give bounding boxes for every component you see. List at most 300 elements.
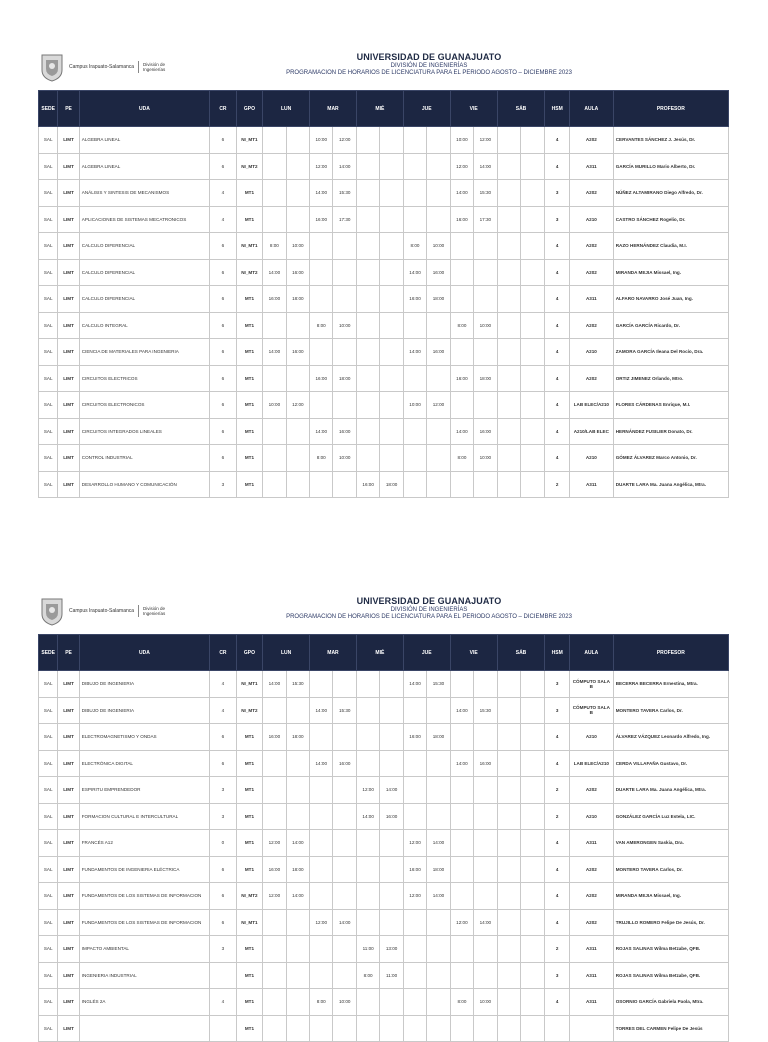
time-cell: 12:00 (310, 153, 333, 180)
column-header: CR (210, 635, 236, 671)
credits-cell: 4 (210, 180, 236, 207)
time-cell (263, 312, 286, 339)
time-cell (356, 339, 379, 366)
time-cell: 15:30 (474, 180, 497, 207)
time-cell: 18:00 (286, 856, 309, 883)
pe-cell: LIMT (58, 936, 79, 963)
sede-cell: SAL (39, 750, 58, 777)
pe-cell: LIMT (58, 830, 79, 857)
time-cell (333, 471, 356, 498)
classroom-cell: LAB ELEC/A210 (569, 750, 613, 777)
time-cell (380, 989, 403, 1016)
time-cell: 14:00 (263, 671, 286, 698)
time-cell (497, 233, 520, 260)
time-cell (380, 883, 403, 910)
time-cell: 16:00 (263, 286, 286, 313)
time-cell: 12:00 (450, 909, 473, 936)
time-cell (403, 777, 426, 804)
time-cell (380, 392, 403, 419)
time-cell: 12:00 (403, 830, 426, 857)
hsm-cell: 2 (545, 471, 569, 498)
time-cell: 14:00 (310, 750, 333, 777)
time-cell (497, 724, 520, 751)
group-cell: MT1 (236, 1015, 262, 1042)
time-cell: 18:00 (427, 724, 450, 751)
uda-cell: CIRCUITOS ELECTRICOS (79, 365, 209, 392)
professor-cell: MIRANDA MEJIA Missael, Ing. (613, 259, 728, 286)
time-cell (263, 697, 286, 724)
hsm-cell: 3 (545, 206, 569, 233)
sede-cell: SAL (39, 180, 58, 207)
table-row (39, 909, 729, 936)
time-cell (356, 206, 379, 233)
time-cell (521, 153, 545, 180)
hsm-cell: 4 (545, 830, 569, 857)
time-cell (403, 471, 426, 498)
classroom-cell: A210 (569, 206, 613, 233)
sede-cell: SAL (39, 830, 58, 857)
uda-cell: ESPIRITU EMPRENDEDOR (79, 777, 209, 804)
column-header: LUN (263, 91, 310, 127)
time-cell (474, 233, 497, 260)
table-row (39, 989, 729, 1016)
time-cell (403, 445, 426, 472)
time-cell (263, 803, 286, 830)
column-header: UDA (79, 635, 209, 671)
time-cell (263, 471, 286, 498)
time-cell (356, 750, 379, 777)
time-cell: 15:30 (286, 671, 309, 698)
time-cell (333, 883, 356, 910)
sede-cell: SAL (39, 989, 58, 1016)
time-cell (497, 777, 520, 804)
sede-cell: SAL (39, 1015, 58, 1042)
credits-cell: 6 (210, 856, 236, 883)
time-cell: 18:00 (427, 286, 450, 313)
time-cell (263, 180, 286, 207)
time-cell (497, 259, 520, 286)
sede-cell: SAL (39, 286, 58, 313)
time-cell: 12:00 (356, 777, 379, 804)
time-cell (474, 830, 497, 857)
classroom-cell: A202 (569, 365, 613, 392)
professor-cell: VAN AMERONGEN Saskia, Dra. (613, 830, 728, 857)
table-row (39, 777, 729, 804)
time-cell: 16:00 (427, 259, 450, 286)
column-header: VIE (450, 635, 497, 671)
time-cell (286, 206, 309, 233)
credits-cell: 4 (210, 989, 236, 1016)
time-cell (380, 909, 403, 936)
time-cell: 12:00 (263, 883, 286, 910)
sede-cell: SAL (39, 259, 58, 286)
group-cell: NI_MT1 (236, 127, 262, 154)
time-cell (286, 127, 309, 154)
time-cell (497, 286, 520, 313)
classroom-cell: A202 (569, 909, 613, 936)
time-cell: 14:00 (474, 909, 497, 936)
classroom-cell: A202 (569, 127, 613, 154)
uda-cell: IMPACTO AMBIENTAL (79, 936, 209, 963)
sede-cell: SAL (39, 909, 58, 936)
time-cell (521, 909, 545, 936)
time-cell (356, 909, 379, 936)
time-cell (521, 962, 545, 989)
hsm-cell: 4 (545, 909, 569, 936)
time-cell (403, 750, 426, 777)
time-cell (403, 312, 426, 339)
pe-cell: LIMT (58, 418, 79, 445)
time-cell (450, 856, 473, 883)
time-cell (380, 671, 403, 698)
time-cell: 10:00 (427, 233, 450, 260)
table-row (39, 153, 729, 180)
division-subtitle: DIVISIÓN DE INGENIERÍAS (390, 607, 468, 613)
time-cell (310, 856, 333, 883)
university-title: UNIVERSIDAD DE GUANAJUATO (356, 596, 502, 606)
time-cell (521, 671, 545, 698)
professor-cell: CERVANTES SÁNCHEZ J. Jesús, Dr. (613, 127, 728, 154)
time-cell (474, 1015, 497, 1042)
time-cell (263, 206, 286, 233)
time-cell: 15:30 (333, 180, 356, 207)
classroom-cell: A202 (569, 856, 613, 883)
time-cell (450, 803, 473, 830)
university-seal-icon (40, 52, 64, 82)
time-cell (286, 153, 309, 180)
table-row (39, 1015, 729, 1042)
time-cell (497, 418, 520, 445)
schedule-page-1 (0, 0, 768, 487)
time-cell (286, 989, 309, 1016)
pe-cell: LIMT (58, 803, 79, 830)
time-cell: 16:00 (263, 724, 286, 751)
hsm-cell: 3 (545, 697, 569, 724)
sede-cell: SAL (39, 418, 58, 445)
classroom-cell: CÓMPUTO SALA B (569, 671, 613, 698)
time-cell (474, 259, 497, 286)
time-cell (403, 206, 426, 233)
time-cell: 14:00 (333, 153, 356, 180)
time-cell (286, 750, 309, 777)
table-row (39, 883, 729, 910)
time-cell (403, 153, 426, 180)
hsm-cell: 4 (545, 883, 569, 910)
time-cell: 8:00 (450, 989, 473, 1016)
time-cell (286, 936, 309, 963)
time-cell (497, 312, 520, 339)
division-logo-text: División de Ingenierías (143, 606, 166, 616)
column-header: GPO (236, 635, 262, 671)
table-row (39, 724, 729, 751)
time-cell (497, 883, 520, 910)
professor-cell: GARCÍA GARCÍA Ricardo, Dr. (613, 312, 728, 339)
time-cell (450, 830, 473, 857)
professor-cell: TORRES DEL CARMEN Felipe De Jesús (613, 1015, 728, 1042)
pe-cell: LIMT (58, 392, 79, 419)
time-cell (427, 803, 450, 830)
time-cell (450, 339, 473, 366)
time-cell (356, 180, 379, 207)
time-cell (497, 339, 520, 366)
time-cell (474, 471, 497, 498)
classroom-cell: A210 (569, 339, 613, 366)
time-cell: 14:00 (310, 697, 333, 724)
classroom-cell: A202 (569, 883, 613, 910)
time-cell (310, 830, 333, 857)
uda-cell: DIBUJO DE INGENIERIA (79, 697, 209, 724)
time-cell: 16:00 (310, 206, 333, 233)
sede-cell: SAL (39, 777, 58, 804)
classroom-cell: A202 (569, 777, 613, 804)
table-row (39, 830, 729, 857)
table-row (39, 233, 729, 260)
time-cell: 10:00 (450, 127, 473, 154)
time-cell (263, 962, 286, 989)
hsm-cell: 4 (545, 233, 569, 260)
credits-cell: 6 (210, 153, 236, 180)
time-cell: 14:00 (310, 180, 333, 207)
uda-cell: CALCULO DIFERENCIAL (79, 286, 209, 313)
professor-cell: TRUJILLO ROMERO Felipe De Jesús, Dr. (613, 909, 728, 936)
time-cell (427, 750, 450, 777)
table-row (39, 392, 729, 419)
credits-cell: 3 (210, 803, 236, 830)
time-cell (333, 671, 356, 698)
pe-cell: LIMT (58, 750, 79, 777)
table-row (39, 206, 729, 233)
time-cell: 8:00 (356, 962, 379, 989)
credits-cell: 4 (210, 697, 236, 724)
time-cell (521, 471, 545, 498)
credits-cell: 3 (210, 936, 236, 963)
time-cell (474, 936, 497, 963)
time-cell: 10:00 (263, 392, 286, 419)
column-header: PE (58, 91, 79, 127)
time-cell (380, 153, 403, 180)
time-cell (474, 962, 497, 989)
time-cell (521, 883, 545, 910)
credits-cell: 4 (210, 671, 236, 698)
time-cell (356, 418, 379, 445)
time-cell: 16:00 (450, 365, 473, 392)
time-cell (474, 856, 497, 883)
classroom-cell: A210 (569, 724, 613, 751)
pe-cell: LIMT (58, 962, 79, 989)
hsm-cell: 4 (545, 365, 569, 392)
time-cell: 10:00 (474, 989, 497, 1016)
time-cell (521, 830, 545, 857)
column-header: HSM (545, 91, 569, 127)
time-cell (450, 777, 473, 804)
credits-cell: 6 (210, 724, 236, 751)
group-cell: MT1 (236, 830, 262, 857)
time-cell (286, 312, 309, 339)
sede-cell: SAL (39, 392, 58, 419)
column-header: SÁB (497, 91, 545, 127)
time-cell: 8:00 (403, 233, 426, 260)
header-titles (90, 596, 768, 620)
column-header: MIÉ (356, 635, 403, 671)
time-cell (474, 392, 497, 419)
column-header: UDA (79, 91, 209, 127)
campus-name: Campus Irapuato-Salamanca (69, 64, 135, 70)
time-cell (427, 127, 450, 154)
time-cell: 18:00 (286, 724, 309, 751)
time-cell (356, 153, 379, 180)
time-cell: 16:00 (286, 339, 309, 366)
time-cell (310, 671, 333, 698)
time-cell: 12:00 (474, 127, 497, 154)
hsm-cell: 3 (545, 671, 569, 698)
time-cell (497, 180, 520, 207)
time-cell: 10:00 (310, 127, 333, 154)
time-cell: 18:00 (427, 856, 450, 883)
page-header (0, 548, 768, 638)
table-row (39, 365, 729, 392)
professor-cell: GARCÍA MURILLO Mario Alberto, Dr. (613, 153, 728, 180)
sede-cell: SAL (39, 445, 58, 472)
table-row (39, 936, 729, 963)
time-cell: 14:00 (263, 339, 286, 366)
pe-cell: LIMT (58, 724, 79, 751)
time-cell (403, 1015, 426, 1042)
time-cell (356, 445, 379, 472)
group-cell: MT1 (236, 365, 262, 392)
time-cell (497, 962, 520, 989)
university-title: UNIVERSIDAD DE GUANAJUATO (356, 52, 502, 62)
column-header: CR (210, 91, 236, 127)
uda-cell: CIRCUITOS ELECTRONICOS (79, 392, 209, 419)
uda-cell: FRANCÉS A12 (79, 830, 209, 857)
column-header: VIE (450, 91, 497, 127)
time-cell (263, 365, 286, 392)
pe-cell: LIMT (58, 471, 79, 498)
sede-cell: SAL (39, 697, 58, 724)
schedule-table (38, 90, 729, 498)
classroom-cell: A311 (569, 989, 613, 1016)
time-cell: 8:00 (450, 445, 473, 472)
column-header: JUE (403, 635, 450, 671)
time-cell: 10:00 (333, 445, 356, 472)
time-cell (427, 697, 450, 724)
professor-cell: ÁLVAREZ VÁZQUEZ Leonardo Alfredo, Ing. (613, 724, 728, 751)
hsm-cell: 4 (545, 153, 569, 180)
time-cell (403, 697, 426, 724)
group-cell: MT1 (236, 471, 262, 498)
column-header: JUE (403, 91, 450, 127)
uda-cell: APLICACIONES DE SISTEMAS MECATRONICOS (79, 206, 209, 233)
time-cell (521, 750, 545, 777)
uda-cell: DESARROLLO HUMANO Y COMUNICACIÓN (79, 471, 209, 498)
time-cell (286, 445, 309, 472)
time-cell (521, 127, 545, 154)
header-titles (90, 52, 768, 76)
group-cell: MT1 (236, 777, 262, 804)
time-cell (263, 127, 286, 154)
table-row (39, 471, 729, 498)
table-row (39, 962, 729, 989)
time-cell (310, 962, 333, 989)
classroom-cell: A311 (569, 962, 613, 989)
time-cell: 10:00 (333, 312, 356, 339)
time-cell (427, 206, 450, 233)
hsm-cell: 4 (545, 445, 569, 472)
sede-cell: SAL (39, 233, 58, 260)
group-cell: MT1 (236, 803, 262, 830)
campus-name: Campus Irapuato-Salamanca (69, 608, 135, 614)
time-cell (497, 803, 520, 830)
time-cell: 13:00 (380, 936, 403, 963)
time-cell (356, 392, 379, 419)
credits-cell: 6 (210, 883, 236, 910)
time-cell (333, 233, 356, 260)
time-cell (521, 777, 545, 804)
time-cell (263, 445, 286, 472)
group-cell: MT1 (236, 989, 262, 1016)
table-header-row (39, 635, 729, 671)
time-cell (380, 445, 403, 472)
group-cell: NI_MT1 (236, 671, 262, 698)
time-cell (333, 777, 356, 804)
hsm-cell: 4 (545, 724, 569, 751)
time-cell (310, 724, 333, 751)
professor-cell: MONTERO TAVERA Carlos, Dr. (613, 856, 728, 883)
credits-cell: 6 (210, 750, 236, 777)
professor-cell: ROJAS SALINAS Wilma Betzabe, QFB. (613, 936, 728, 963)
uda-cell: ALGEBRA LINEAL (79, 153, 209, 180)
time-cell (497, 697, 520, 724)
time-cell (427, 936, 450, 963)
time-cell (380, 286, 403, 313)
time-cell: 8:00 (310, 989, 333, 1016)
group-cell: MT1 (236, 750, 262, 777)
time-cell (263, 909, 286, 936)
schedule-table (38, 634, 729, 1042)
time-cell (286, 697, 309, 724)
hsm-cell: 4 (545, 392, 569, 419)
time-cell (310, 259, 333, 286)
group-cell: MT1 (236, 445, 262, 472)
time-cell (450, 724, 473, 751)
time-cell (310, 339, 333, 366)
time-cell (286, 180, 309, 207)
time-cell (333, 339, 356, 366)
professor-cell: ROJAS SALINAS Wilma Betzabe, QFB. (613, 962, 728, 989)
sede-cell: SAL (39, 339, 58, 366)
pe-cell: LIMT (58, 365, 79, 392)
time-cell: 14:00 (286, 830, 309, 857)
time-cell (356, 233, 379, 260)
time-cell (427, 418, 450, 445)
time-cell (427, 445, 450, 472)
sede-cell: SAL (39, 312, 58, 339)
time-cell (380, 750, 403, 777)
time-cell: 14:00 (310, 418, 333, 445)
pe-cell: LIMT (58, 312, 79, 339)
classroom-cell: LAB ELEC/A210 (569, 392, 613, 419)
credits-cell (210, 962, 236, 989)
time-cell (450, 286, 473, 313)
table-row (39, 339, 729, 366)
column-header: AULA (569, 635, 613, 671)
time-cell: 8:00 (310, 445, 333, 472)
time-cell (521, 697, 545, 724)
pe-cell: LIMT (58, 445, 79, 472)
group-cell: MT1 (236, 286, 262, 313)
time-cell: 16:00 (427, 339, 450, 366)
professor-cell: FLORES CÁRDENAS Enrique, M.I. (613, 392, 728, 419)
